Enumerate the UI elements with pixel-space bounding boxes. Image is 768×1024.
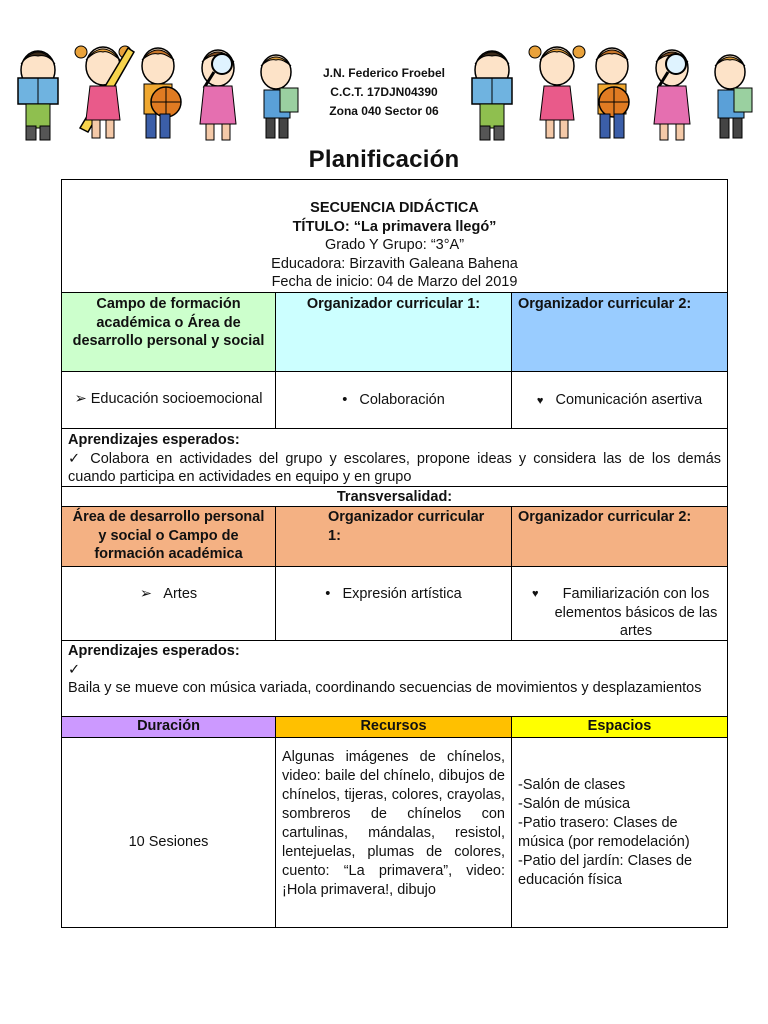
section1-col1-header: Campo de formación académica o Área de desarrollo personal y social (62, 293, 275, 371)
divider (62, 640, 727, 641)
duration-header: Duración (62, 717, 275, 737)
section2-col1-header: Área de desarrollo personal y social o Campo de formación académica (62, 507, 275, 566)
kids-illustration-icon (462, 28, 762, 143)
heart-bullet-icon: ♥ (536, 395, 544, 407)
section2-col3-header: Organizador curricular 2: (512, 507, 727, 566)
section1-col2-item: • Colaboración (342, 392, 445, 408)
heart-bullet-icon: ♥ (532, 588, 539, 600)
school-cct: C.C.T. 17DJN04390 (330, 85, 438, 99)
school-name: J.N. Federico Froebel (322, 66, 446, 80)
section1-col3-item: ♥ Comunicación asertiva (536, 392, 703, 408)
learning-label: Aprendizajes esperados: (68, 432, 240, 448)
teacher-name: Educadora: Birzavith Galeana Bahena (271, 255, 518, 272)
sequence-heading: SECUENCIA DIDÁCTICA (310, 200, 479, 216)
arrow-bullet-icon: ➢ (139, 586, 152, 602)
list-item: -Salón de música (518, 796, 631, 812)
section1-col3-header: Organizador curricular 2: (512, 293, 727, 371)
divider (62, 506, 727, 507)
spaces-header: Espacios (512, 717, 727, 737)
dot-bullet-icon: • (342, 392, 348, 408)
page-header (0, 0, 768, 150)
check-mark-icon: ✓ (68, 450, 84, 467)
section1-col1-item: ➢ Educación socioemocional (74, 391, 263, 407)
section2-col2-header: Organizador curricular 1: (276, 507, 511, 566)
divider (62, 371, 727, 372)
page-title: Planificación (308, 146, 460, 173)
resources-text: Algunas imágenes de chínelos, video: baile del chínelo, dibujos de chínelos, tijeras, colores, crayolas, sombreros de chínelos con cartulinas, mándalas, resistol, lentejuelas, plumas de colores, cuento: “La primavera”, video: ¡Hola primavera!, dibujo (282, 749, 505, 898)
spaces-list (512, 776, 727, 890)
grade-group: Grado Y Grupo: “3°A” (324, 237, 465, 253)
learning-label: Aprendizajes esperados: (68, 643, 240, 659)
planning-table: SECUENCIA DIDÁCTICA TÍTULO: “La primavera llegó” Grado Y Grupo: “3°A” Educadora: Birzavith Galeana Bahena Fecha de inicio: 04 de Marzo del 2019 Campo de formación académica o Área de desarrollo personal y social Organizador curricular 1: Organizador curricular 2: ➢ Educación socioemocional • Colaboración ♥ Comunicación asertiva Aprendizajes esperados: ✓ Colabora en actividades del grupo y escolares, propone ideas y considera las de los demás cuando participa en actividades en equipo y en grupo Transversalidad: Área de desarrollo personal y social o Campo de formación académica Organizador curricular 1: Organizador curricular 2: ➢ Artes • Expresión artística ♥ Familiarización con los elementos básicos de las artes Aprendizajes esperados: ✓ Baila y se mueve con música variada, coordinando secuencias de movimientos y desplazamientos Duración Recursos Espacios 10 Sesiones Algunas imágenes de chínelos, video: baile del chínelo, dibujos de chínelos, tijeras, colores, crayolas, sombreros de chínelos con cartulinas, mándalas, resistol, lentejuelas, plumas de colores, cuento: “La primavera”, video: ¡Hola primavera!, dibujo -Salón de clases -Salón de música -Patio trasero: Clases de música (por remodelación) -Patio del jardín: Clases de educación física (61, 179, 728, 928)
divider (62, 716, 727, 717)
divider (511, 506, 512, 640)
resources-header: Recursos (276, 717, 511, 737)
divider (511, 292, 512, 428)
divider (62, 428, 727, 429)
section2-col1-item: ➢ Artes (139, 586, 198, 602)
learning-text: ✓ Colabora en actividades del grupo y escolares, propone ideas y considera las de los demás cuando participa en actividades en equipo y en grupo (68, 450, 722, 485)
info-block (62, 199, 727, 292)
transversality-label: Transversalidad: (336, 489, 453, 505)
section2-col2-item: • Expresión artística (325, 586, 462, 602)
arrow-bullet-icon: ➢ (74, 391, 87, 407)
divider (275, 716, 276, 927)
divider (62, 486, 727, 487)
school-info (306, 64, 462, 121)
divider (275, 292, 276, 428)
start-date: Fecha de inicio: 04 de Marzo del 2019 (271, 274, 518, 290)
list-item: -Salón de clases (518, 777, 626, 793)
divider (62, 737, 727, 738)
sequence-title: TÍTULO: “La primavera llegó” (292, 218, 497, 235)
dot-bullet-icon: • (325, 586, 331, 602)
list-item: -Patio trasero: Clases de música (por remodelación) (518, 815, 690, 850)
section1-learning (62, 431, 727, 487)
section2-learning (62, 642, 727, 698)
check-mark-icon: ✓ (68, 661, 81, 678)
learning-text: Baila y se mueve con música variada, coordinando secuencias de movimientos y desplazamientos (68, 680, 702, 696)
divider (511, 716, 512, 927)
divider (62, 566, 727, 567)
kids-illustration-icon (8, 28, 308, 143)
school-zone: Zona 040 Sector 06 (329, 104, 439, 118)
list-item: -Patio del jardín: Clases de educación física (518, 853, 693, 888)
duration-value: 10 Sesiones (128, 834, 209, 850)
section1-col2-header: Organizador curricular 1: (276, 293, 511, 371)
divider (62, 292, 727, 293)
divider (275, 506, 276, 640)
